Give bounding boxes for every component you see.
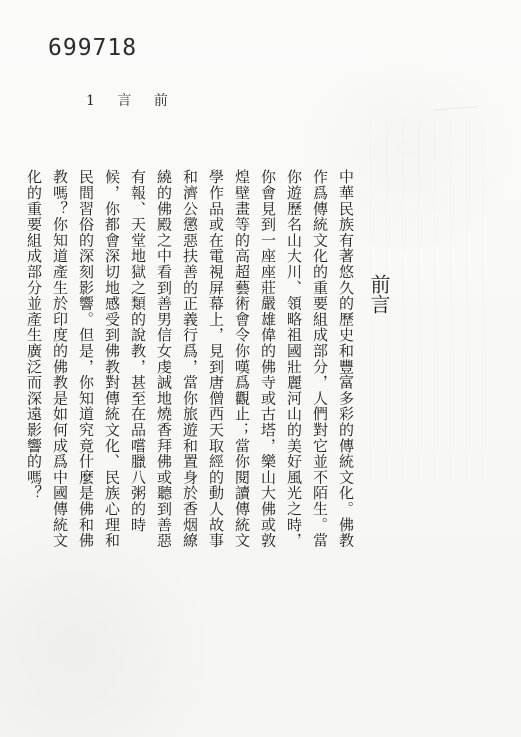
chapter-title: 前言 xyxy=(367,274,391,314)
header-word-right: 前 xyxy=(153,93,168,109)
stamped-number: 699718 xyxy=(48,35,138,61)
header-word-left: 言 xyxy=(117,93,132,109)
page-number: 1 xyxy=(86,93,95,109)
page-header xyxy=(86,90,186,110)
body-text: 中華民族有著悠久的歷史和豐富多彩的傳統文化。佛教作爲傳統文化的重要組成部分，人們對它並不陌生。當你遊歷名山大川、領略祖國壯麗河山的美好風光之時，你會見到一座座莊嚴雄偉的佛寺或古塔，樂山大佛或敦煌壁畫等的高超藝術會令你嘆爲觀止；當你閱讀傳統文學作品或在電視屏幕上，見到唐僧西天取經的動人故事和濟公懲惡扶善的正義行爲，當你旅遊和置身於香烟繚繞的佛殿之中看到善男信女虔誠地燒香拜佛或聽到善惡有報、天堂地獄之類的說教，甚至在品嚐臘八粥的時候，你都會深切地感受到佛教對傳統文化、民族心理和民間習俗的深刻影響。但是，你知道究竟什麼是佛和佛教嗎？你知道產生於印度的佛教是如何成爲中國傳統文化的重要組成部分並產生廣泛而深遠影響的嗎？ xyxy=(25,169,355,549)
faint-mark xyxy=(432,90,477,110)
